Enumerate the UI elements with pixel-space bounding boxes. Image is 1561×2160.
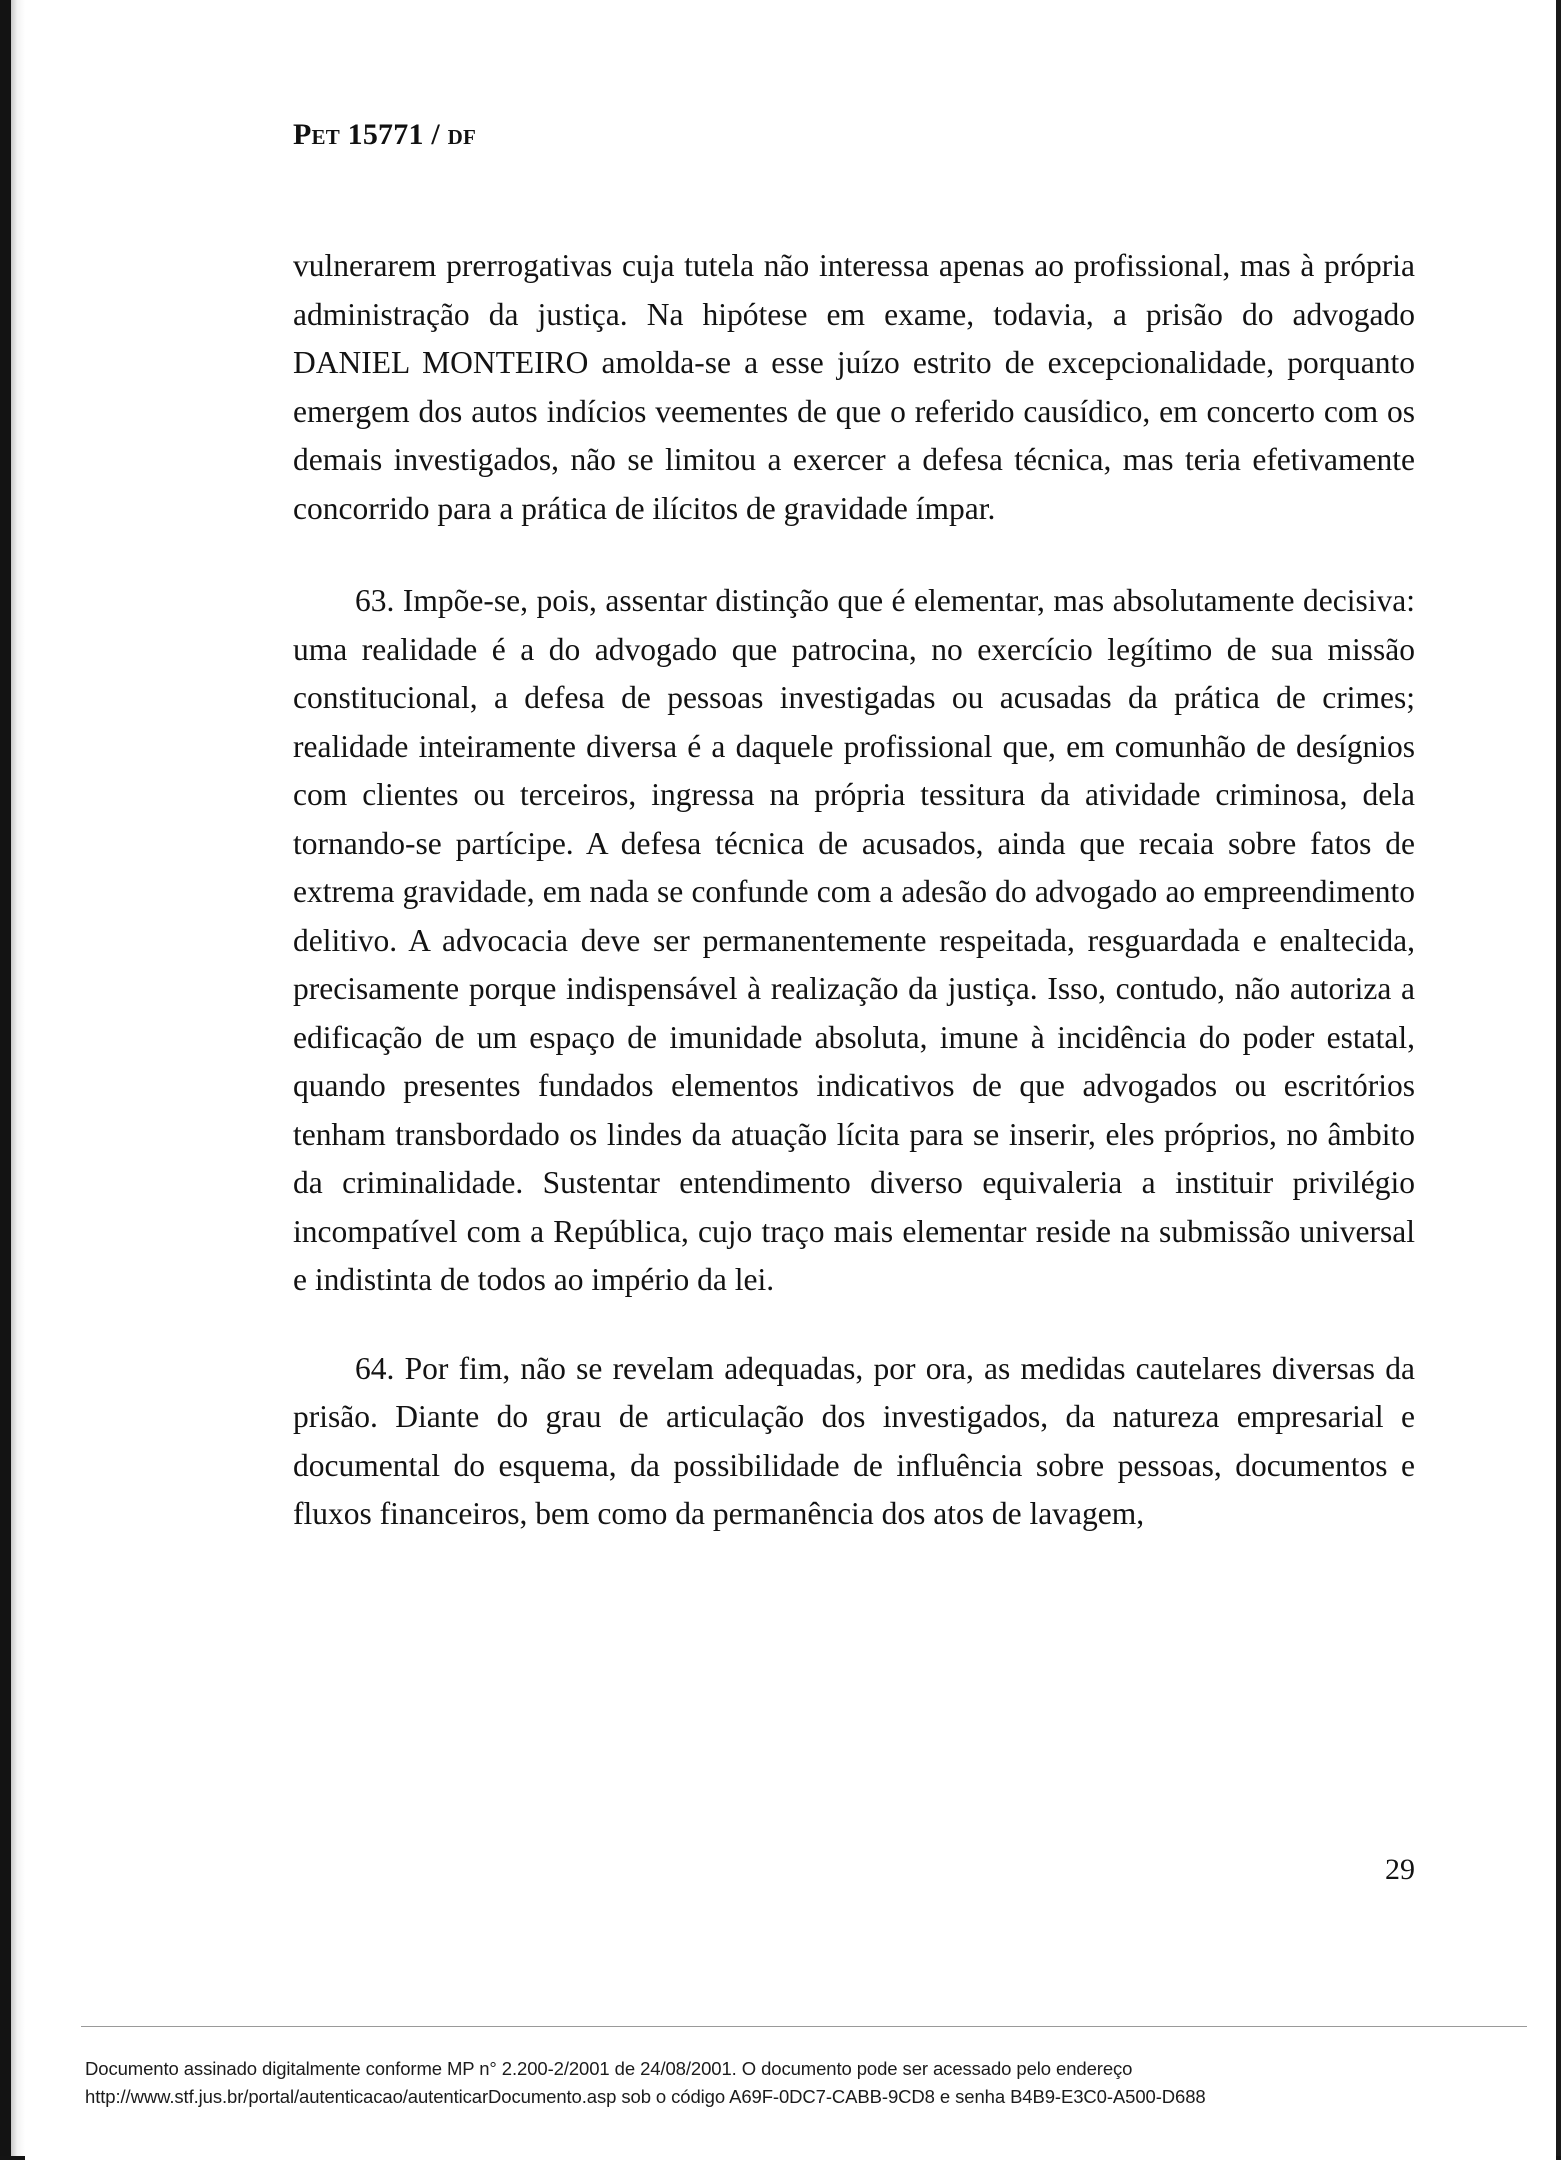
footer-divider [81,2026,1527,2027]
scan-edge-right [1556,0,1561,2160]
document-case-header: Pet 15771 / df [293,118,476,151]
page-sheet [25,0,1556,2160]
footer-line-verification-url: http://www.stf.jus.br/portal/autenticacao/autenticarDocumento.asp sob o código A69F-0DC7-CABB-9CD8 e senha B4B9-E3C0-A500-D688 [85,2086,1206,2107]
paragraph-continued: vulnerarem prerrogativas cuja tutela não interessa apenas ao profissional, mas à própria administração da justiça. Na hipótese em exame, todavia, a prisão do advogado DANIEL MONTEIRO amolda-se a esse juízo estrito de excepcionalidade, porquanto emergem dos autos indícios veementes de que o referido causídico, em concerto com os demais investigados, não se limitou a exercer a defesa técnica, mas teria efetivamente concorrido para a prática de ilícitos de gravidade ímpar. [293,248,1415,526]
scan-edge-left [0,0,11,2160]
digital-signature-footer [85,2055,1545,2111]
footer-line-signature: Documento assinado digitalmente conforme MP n° 2.200-2/2001 de 24/08/2001. O documento pode ser acessado pelo endereço [85,2058,1133,2079]
paragraph-63: 63. Impõe-se, pois, assentar distinção que é elementar, mas absolutamente decisiva: uma realidade é a do advogado que patrocina, no exercício legítimo de sua missão constitucional, a defesa de pessoas investigadas ou acusadas da prática de crimes; realidade inteiramente diversa é a daquele profissional que, em comunhão de desígnios com clientes ou terceiros, ingressa na própria tessitura da atividade criminosa, dela tornando-se partícipe. A defesa técnica de acusados, ainda que recaia sobre fatos de extrema gravidade, em nada se confunde com a adesão do advogado ao empreendimento delitivo. A advocacia deve ser permanentemente respeitada, resguardada e enaltecida, precisamente porque indispensável à realização da justiça. Isso, contudo, não autoriza a edificação de um espaço de imunidade absoluta, imune à incidência do poder estatal, quando presentes fundados elementos indicativos de que advogados ou escritórios tenham transbordado os lindes da atuação lícita para se inserir, eles próprios, no âmbito da criminalidade. Sustentar entendimento diverso equivaleria a instituir privilégio incompatível com a República, cujo traço mais elementar reside na submissão universal e indistinta de todos ao império da lei. [293,583,1415,1297]
page-number: 29 [1385,1853,1415,1886]
page-content [293,118,1415,1579]
paragraph-64: 64. Por fim, não se revelam adequadas, por ora, as medidas cautelares diversas da prisão. Diante do grau de articulação dos investigados, da natureza empresarial e documental do esquema, da possibilidade de influência sobre pessoas, documentos e fluxos financeiros, bem como da permanência dos atos de lavagem, [293,1350,1415,1531]
scan-gutter-shadow [11,0,25,2160]
